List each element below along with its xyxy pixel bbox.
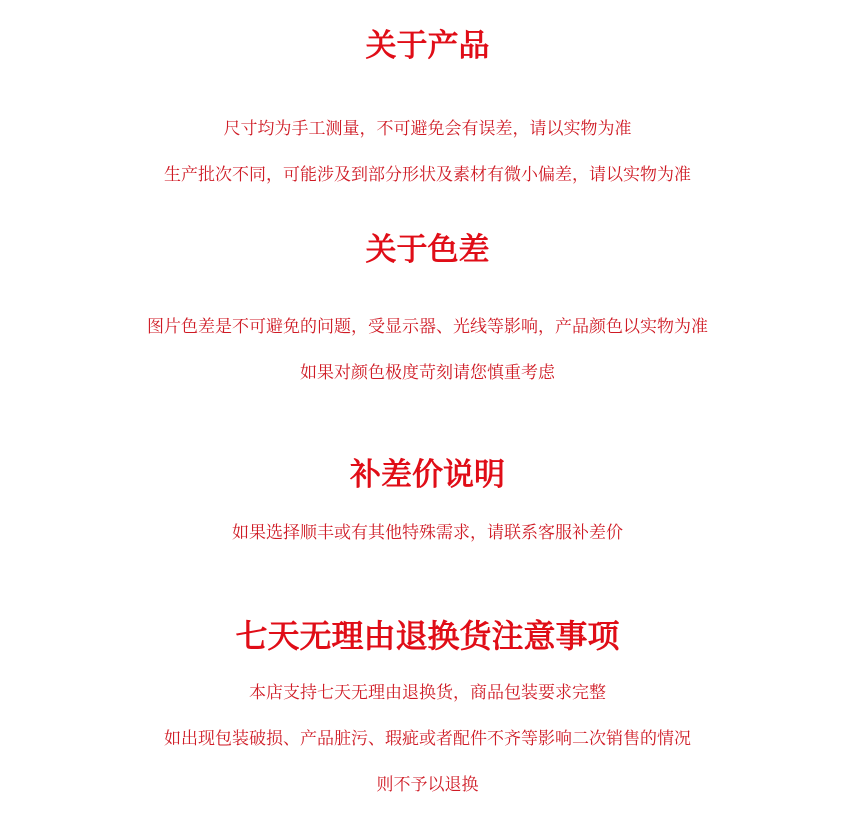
- color-note-caution: 如果对颜色极度苛刻请您慎重考虑: [300, 363, 555, 383]
- product-note-batch: 生产批次不同，可能涉及到部分形状及素材有微小偏差，请以实物为准: [164, 165, 691, 185]
- color-note-display: 图片色差是不可避免的问题，受显示器、光线等影响，产品颜色以实物为准: [147, 317, 708, 337]
- section-title-product: 关于产品: [365, 28, 490, 64]
- product-note-measurement: 尺寸均为手工测量，不可避免会有误差，请以实物为准: [223, 119, 632, 139]
- section-title-price-difference: 补差价说明: [350, 457, 505, 493]
- section-title-seven-day-return: 七天无理由退换货注意事项: [235, 617, 620, 655]
- return-note-conditions: 如出现包装破损、产品脏污、瑕疵或者配件不齐等影响二次销售的情况: [164, 729, 691, 749]
- price-difference-note: 如果选择顺丰或有其他特殊需求，请联系客服补差价: [232, 523, 623, 543]
- return-note-support: 本店支持七天无理由退换货，商品包装要求完整: [249, 683, 606, 703]
- section-title-color-difference: 关于色差: [365, 232, 490, 268]
- return-note-refusal: 则不予以退换: [376, 775, 479, 795]
